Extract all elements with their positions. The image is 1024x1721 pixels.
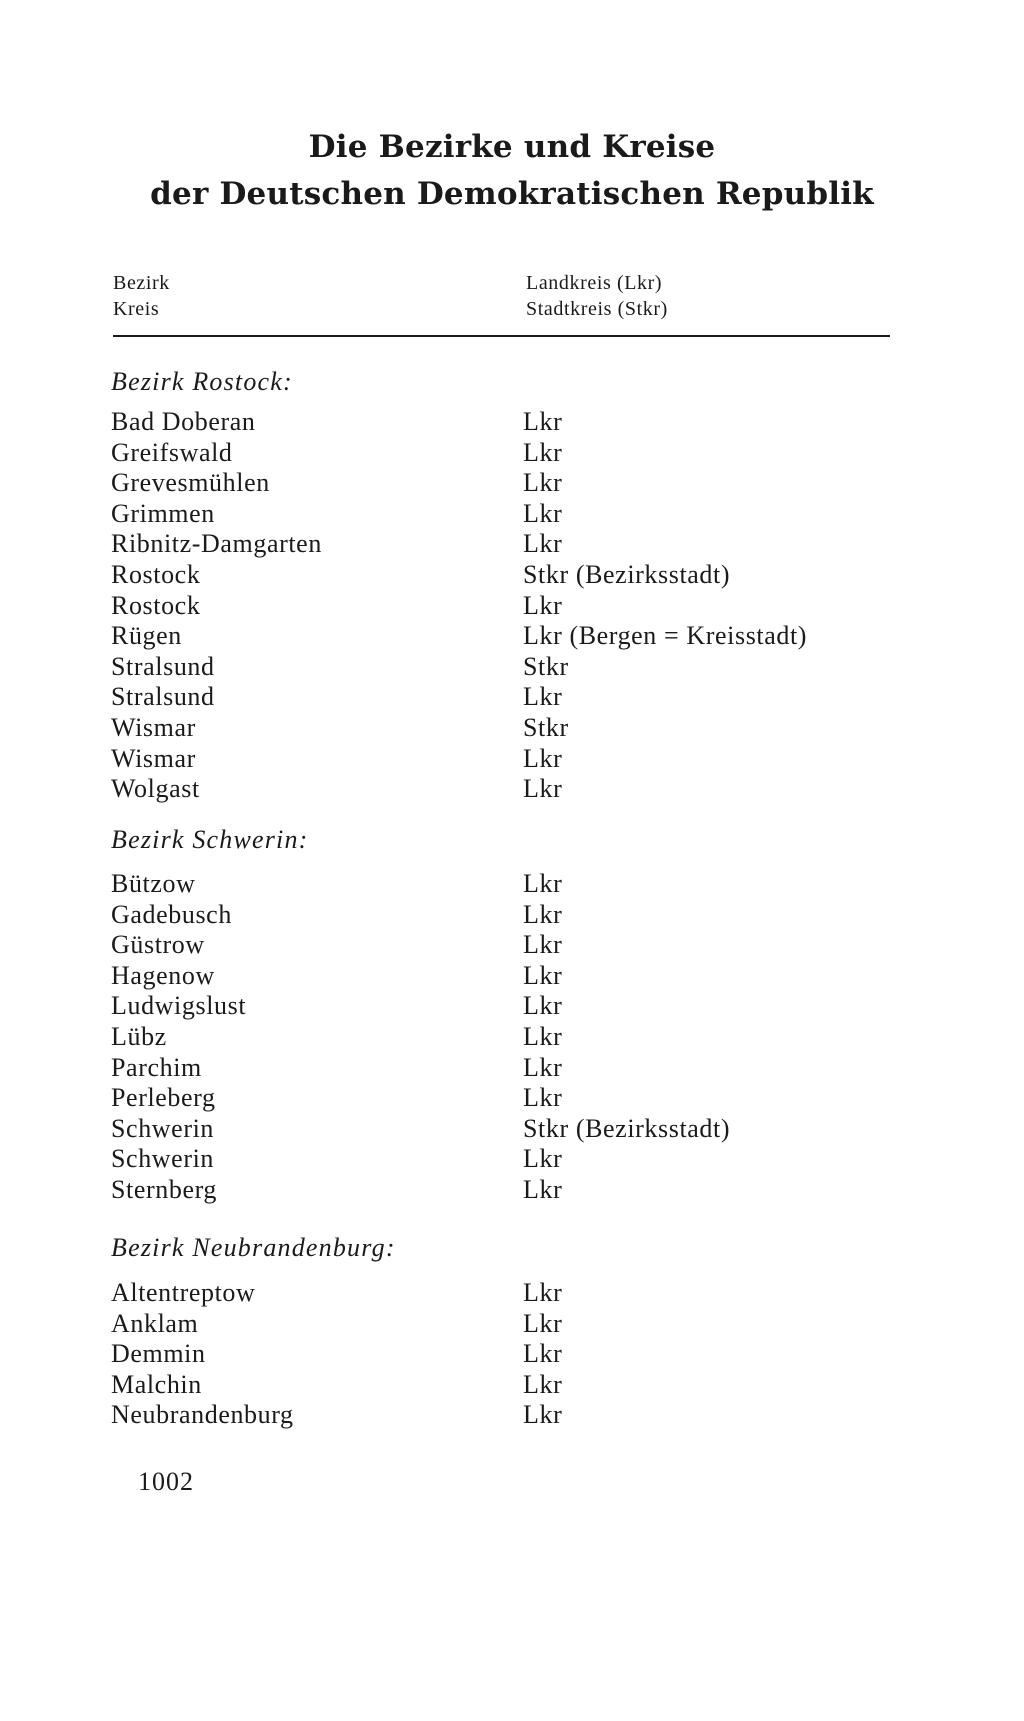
section-title: Bezirk Schwerin: bbox=[111, 825, 309, 854]
kreis-name: Neubrandenburg bbox=[111, 1400, 294, 1429]
kreis-name: Stralsund bbox=[111, 652, 215, 681]
kreis-type: Stkr (Bezirksstadt) bbox=[523, 1114, 731, 1143]
kreis-name: Wismar bbox=[111, 713, 196, 742]
kreis-type: Lkr bbox=[523, 1370, 563, 1399]
kreis-name: Schwerin bbox=[111, 1144, 214, 1173]
district-row bbox=[0, 1052, 1024, 1083]
kreis-type: Lkr bbox=[523, 991, 563, 1020]
kreis-name: Rügen bbox=[111, 621, 182, 650]
kreis-type: Lkr bbox=[523, 1053, 563, 1082]
kreis-name: Grevesmühlen bbox=[111, 468, 270, 497]
district-row bbox=[0, 1369, 1024, 1400]
kreis-name: Stralsund bbox=[111, 682, 215, 711]
header-kreis-label: Kreis bbox=[113, 298, 160, 320]
header-stadtkreis-label: Stadtkreis (Stkr) bbox=[526, 298, 668, 320]
page-title-line-2: der Deutschen Demokratischen Republik bbox=[150, 176, 874, 212]
district-row bbox=[0, 590, 1024, 621]
district-row bbox=[0, 960, 1024, 991]
kreis-type: Lkr (Bergen = Kreisstadt) bbox=[523, 621, 808, 650]
kreis-name: Gadebusch bbox=[111, 900, 232, 929]
kreis-name: Lübz bbox=[111, 1022, 167, 1051]
district-row bbox=[0, 1308, 1024, 1339]
district-row bbox=[0, 467, 1024, 498]
kreis-name: Bad Doberan bbox=[111, 407, 256, 436]
district-row bbox=[0, 528, 1024, 559]
kreis-type: Lkr bbox=[523, 744, 563, 773]
district-row bbox=[0, 651, 1024, 682]
kreis-type: Stkr (Bezirksstadt) bbox=[523, 560, 731, 589]
district-row bbox=[0, 1174, 1024, 1205]
kreis-type: Lkr bbox=[523, 1400, 563, 1429]
kreis-type: Stkr bbox=[523, 652, 569, 681]
kreis-type: Lkr bbox=[523, 1175, 563, 1204]
kreis-type: Lkr bbox=[523, 1083, 563, 1112]
kreis-name: Rostock bbox=[111, 560, 201, 589]
district-row bbox=[0, 1277, 1024, 1308]
kreis-name: Perleberg bbox=[111, 1083, 216, 1112]
kreis-name: Hagenow bbox=[111, 961, 215, 990]
kreis-type: Lkr bbox=[523, 930, 563, 959]
header-bezirk-label: Bezirk bbox=[113, 272, 170, 294]
district-row bbox=[0, 1399, 1024, 1430]
district-row bbox=[0, 929, 1024, 960]
district-row bbox=[0, 437, 1024, 468]
page-title-line-1: Die Bezirke und Kreise bbox=[308, 129, 716, 165]
kreis-name: Sternberg bbox=[111, 1175, 218, 1204]
district-row bbox=[0, 712, 1024, 743]
kreis-type: Lkr bbox=[523, 407, 563, 436]
kreis-name: Bützow bbox=[111, 869, 196, 898]
kreis-type: Stkr bbox=[523, 713, 569, 742]
kreis-type: Lkr bbox=[523, 591, 563, 620]
district-row bbox=[0, 406, 1024, 437]
kreis-type: Lkr bbox=[523, 869, 563, 898]
section-title: Bezirk Neubrandenburg: bbox=[111, 1233, 396, 1262]
kreis-type: Lkr bbox=[523, 1022, 563, 1051]
district-row bbox=[0, 868, 1024, 899]
district-row bbox=[0, 1021, 1024, 1052]
district-row bbox=[0, 773, 1024, 804]
kreis-type: Lkr bbox=[523, 499, 563, 528]
kreis-type: Lkr bbox=[523, 1144, 563, 1173]
kreis-name: Greifswald bbox=[111, 438, 233, 467]
district-row bbox=[0, 620, 1024, 651]
district-row bbox=[0, 559, 1024, 590]
kreis-type: Lkr bbox=[523, 961, 563, 990]
district-row bbox=[0, 681, 1024, 712]
kreis-name: Wolgast bbox=[111, 774, 200, 803]
kreis-name: Schwerin bbox=[111, 1114, 214, 1143]
kreis-type: Lkr bbox=[523, 774, 563, 803]
kreis-name: Parchim bbox=[111, 1053, 202, 1082]
district-row bbox=[0, 1082, 1024, 1113]
kreis-name: Demmin bbox=[111, 1339, 206, 1368]
kreis-type: Lkr bbox=[523, 682, 563, 711]
kreis-name: Ribnitz-Damgarten bbox=[111, 529, 322, 558]
district-row bbox=[0, 743, 1024, 774]
page-number: 1002 bbox=[138, 1467, 194, 1496]
kreis-name: Anklam bbox=[111, 1309, 199, 1338]
kreis-type: Lkr bbox=[523, 1278, 563, 1307]
district-row bbox=[0, 498, 1024, 529]
district-row bbox=[0, 1143, 1024, 1174]
kreis-type: Lkr bbox=[523, 1309, 563, 1338]
column-header-right bbox=[526, 270, 668, 322]
kreis-name: Rostock bbox=[111, 591, 201, 620]
kreis-name: Malchin bbox=[111, 1370, 202, 1399]
district-row bbox=[0, 1113, 1024, 1144]
district-row bbox=[0, 899, 1024, 930]
kreis-type: Lkr bbox=[523, 438, 563, 467]
kreis-name: Ludwigslust bbox=[111, 991, 247, 1020]
district-row bbox=[0, 990, 1024, 1021]
section-title: Bezirk Rostock: bbox=[111, 367, 293, 396]
header-divider bbox=[113, 335, 890, 337]
kreis-type: Lkr bbox=[523, 468, 563, 497]
kreis-type: Lkr bbox=[523, 529, 563, 558]
kreis-name: Güstrow bbox=[111, 930, 205, 959]
district-row bbox=[0, 1338, 1024, 1369]
kreis-name: Grimmen bbox=[111, 499, 215, 528]
column-header-left bbox=[113, 270, 170, 322]
kreis-name: Wismar bbox=[111, 744, 196, 773]
header-landkreis-label: Landkreis (Lkr) bbox=[526, 272, 663, 294]
kreis-type: Lkr bbox=[523, 900, 563, 929]
kreis-type: Lkr bbox=[523, 1339, 563, 1368]
kreis-name: Altentreptow bbox=[111, 1278, 256, 1307]
